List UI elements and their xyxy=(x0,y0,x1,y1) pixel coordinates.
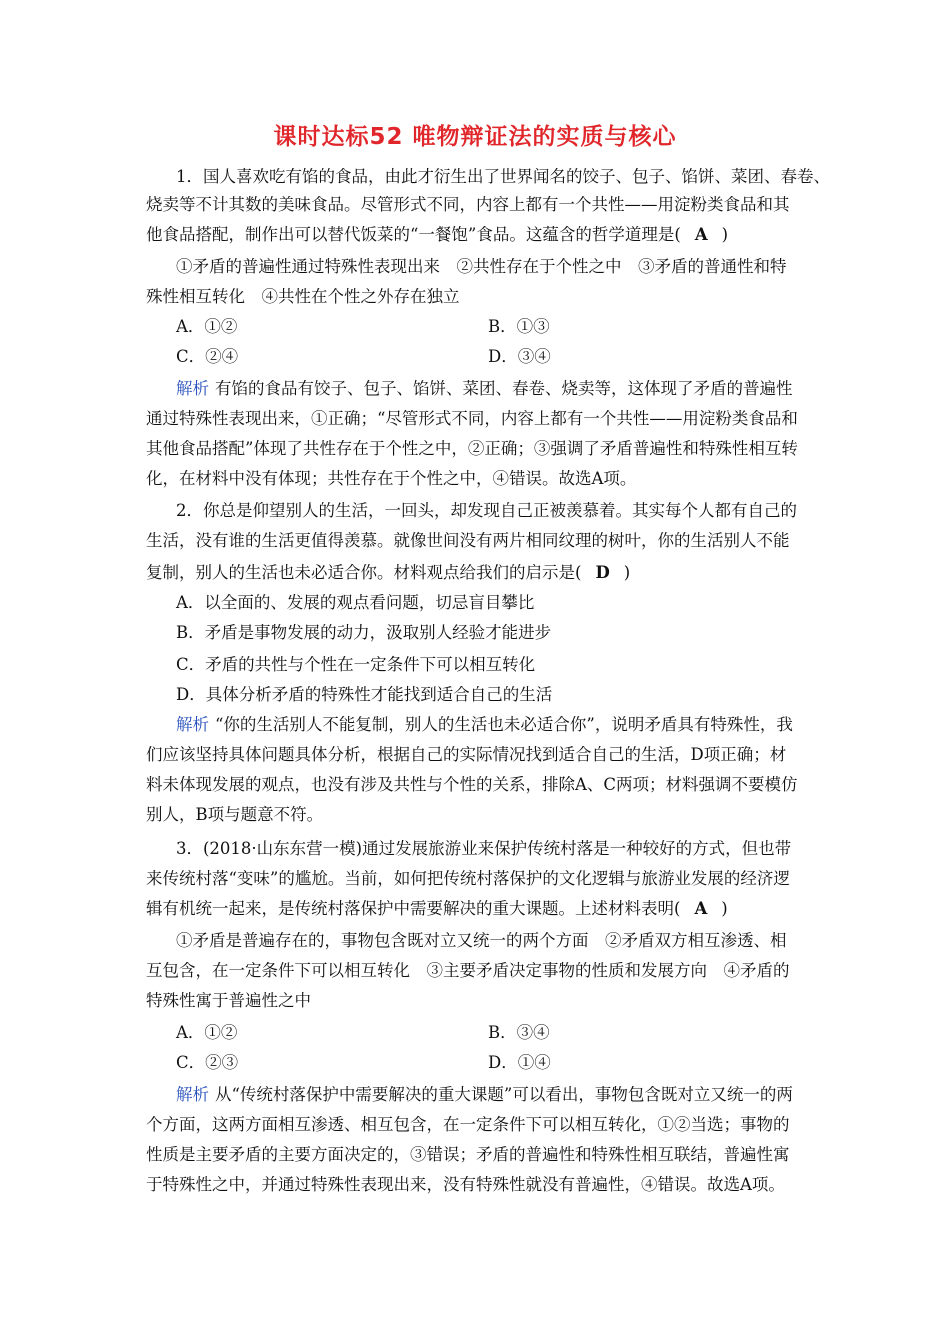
q1-stem-line-2: 烧卖等不计其数的美味食品。尽管形式不同，内容上都有一个共性——用淀粉类食品和其 xyxy=(146,195,790,214)
q3-stem-close: ) xyxy=(721,899,728,918)
q2-stem-line-3 xyxy=(146,562,806,584)
q1-explanation-line-1 xyxy=(176,378,806,400)
q1-answer: A xyxy=(694,225,708,244)
q3-option-d: D．①④ xyxy=(488,1053,551,1072)
q2-option-d: D．具体分析矛盾的特殊性才能找到适合自己的生活 xyxy=(176,685,553,704)
q2-answer: D xyxy=(595,563,610,582)
q3-option-c: C．②③ xyxy=(176,1053,239,1072)
q3-statements-line-2: 互包含，在一定条件下可以相互转化 ③主要矛盾决定事物的性质和发展方向 ④矛盾的 xyxy=(146,961,790,980)
page-title: 课时达标52 唯物辩证法的实质与核心 xyxy=(273,124,677,150)
q2-explanation-line-4: 别人，B项与题意不符。 xyxy=(146,805,324,824)
q3-option-a: A．①② xyxy=(176,1023,238,1042)
q3-option-b: B．③④ xyxy=(488,1023,550,1042)
q1-explanation-line-2: 通过特殊性表现出来，①正确；“尽管形式不同，内容上都有一个共性——用淀粉类食品和 xyxy=(146,409,798,428)
q2-stem-line-1: 2．你总是仰望别人的生活，一回头，却发现自己正被羡慕着。其实每个人都有自己的 xyxy=(176,501,797,520)
q3-explanation-label: 解析 xyxy=(176,1085,209,1104)
q1-explanation-line-3: 其他食品搭配”体现了共性存在于个性之中，②正确；③强调了矛盾普遍性和特殊性相互转 xyxy=(146,439,798,458)
q2-stem-text: 复制，别人的生活也未必适合你。材料观点给我们的启示是( xyxy=(146,563,582,582)
q1-option-c: C．②④ xyxy=(176,347,239,366)
q3-statements-line-1: ①矛盾是普遍存在的，事物包含既对立又统一的两个方面 ②矛盾双方相互渗透、相 xyxy=(176,931,787,950)
q1-stem-close: ) xyxy=(721,225,729,244)
q3-answer: A xyxy=(694,899,708,918)
q1-option-b: B．①③ xyxy=(488,317,550,336)
q1-option-a: A．①② xyxy=(176,317,238,336)
q1-explanation-text: 有馅的食品有饺子、包子、馅饼、菜团、春卷、烧卖等，这体现了矛盾的普遍性 xyxy=(215,379,793,398)
q3-explanation-line-3: 性质是主要矛盾的主要方面决定的，③错误；矛盾的普遍性和特殊性相互联结，普遍性寓 xyxy=(146,1145,790,1164)
q1-stem-line-3 xyxy=(146,224,806,246)
q2-option-b: B．矛盾是事物发展的动力，汲取别人经验才能进步 xyxy=(176,623,552,642)
q3-explanation-line-2: 个方面，这两方面相互渗透、相互包含，在一定条件下可以相互转化，①②当选；事物的 xyxy=(146,1115,790,1134)
q1-statements-line-1: ①矛盾的普遍性通过特殊性表现出来 ②共性存在于个性之中 ③矛盾的普通性和特 xyxy=(176,257,787,276)
q1-stem-line-1: 1．国人喜欢吃有馅的食品，由此才衍生出了世界闻名的饺子、包子、馅饼、菜团、春卷、 xyxy=(176,167,830,186)
q3-stem-line-3 xyxy=(146,898,806,920)
q3-statements-line-3: 特殊性寓于普遍性之中 xyxy=(146,991,311,1010)
q3-stem-line-2: 来传统村落“变味”的尴尬。当前，如何把传统村落保护的文化逻辑与旅游业发展的经济逻 xyxy=(146,869,790,888)
q2-option-c: C．矛盾的共性与个性在一定条件下可以相互转化 xyxy=(176,655,536,674)
q3-stem-line-1: 3．(2018·山东东营一模)通过发展旅游业来保护传统村落是一种较好的方式，但也带 xyxy=(176,839,792,858)
q2-explanation-line-1 xyxy=(176,714,806,736)
q1-option-d: D．③④ xyxy=(488,347,551,366)
q1-explanation-line-4: 化，在材料中没有体现；共性存在于个性之中，④错误。故选A项。 xyxy=(146,469,637,488)
q2-stem-line-2: 生活，没有谁的生活更值得羡慕。就像世间没有两片相同纹理的树叶，你的生活别人不能 xyxy=(146,531,790,550)
q3-explanation-line-4: 于特殊性之中，并通过特殊性表现出来，没有特殊性就没有普遍性，④错误。故选A项。 xyxy=(146,1175,785,1194)
q1-explanation-label: 解析 xyxy=(176,379,209,398)
q3-explanation-line-1 xyxy=(176,1084,806,1106)
q2-explanation-label: 解析 xyxy=(176,715,209,734)
q3-explanation-text: 从“传统村落保护中需要解决的重大课题”可以看出，事物包含既对立又统一的两 xyxy=(215,1085,793,1104)
q2-stem-close: ) xyxy=(623,563,631,582)
q2-explanation-text: “你的生活别人不能复制，别人的生活也未必适合你”，说明矛盾具有特殊性，我 xyxy=(215,715,793,734)
q2-explanation-line-3: 料未体现发展的观点，也没有涉及共性与个性的关系，排除A、C两项；材料强调不要模仿 xyxy=(146,775,798,794)
q1-stem-text: 他食品搭配，制作出可以替代饭菜的“一餐饱”食品。这蕴含的哲学道理是( xyxy=(146,225,681,244)
q2-option-a: A．以全面的、发展的观点看问题，切忌盲目攀比 xyxy=(176,593,535,612)
q2-explanation-line-2: 们应该坚持具体问题具体分析，根据自己的实际情况找到适合自己的生活，D项正确；材 xyxy=(146,745,787,764)
q3-stem-text: 辑有机统一起来，是传统村落保护中需要解决的重大课题。上述材料表明( xyxy=(146,899,681,918)
q1-statements-line-2: 殊性相互转化 ④共性在个性之外存在独立 xyxy=(146,287,460,306)
